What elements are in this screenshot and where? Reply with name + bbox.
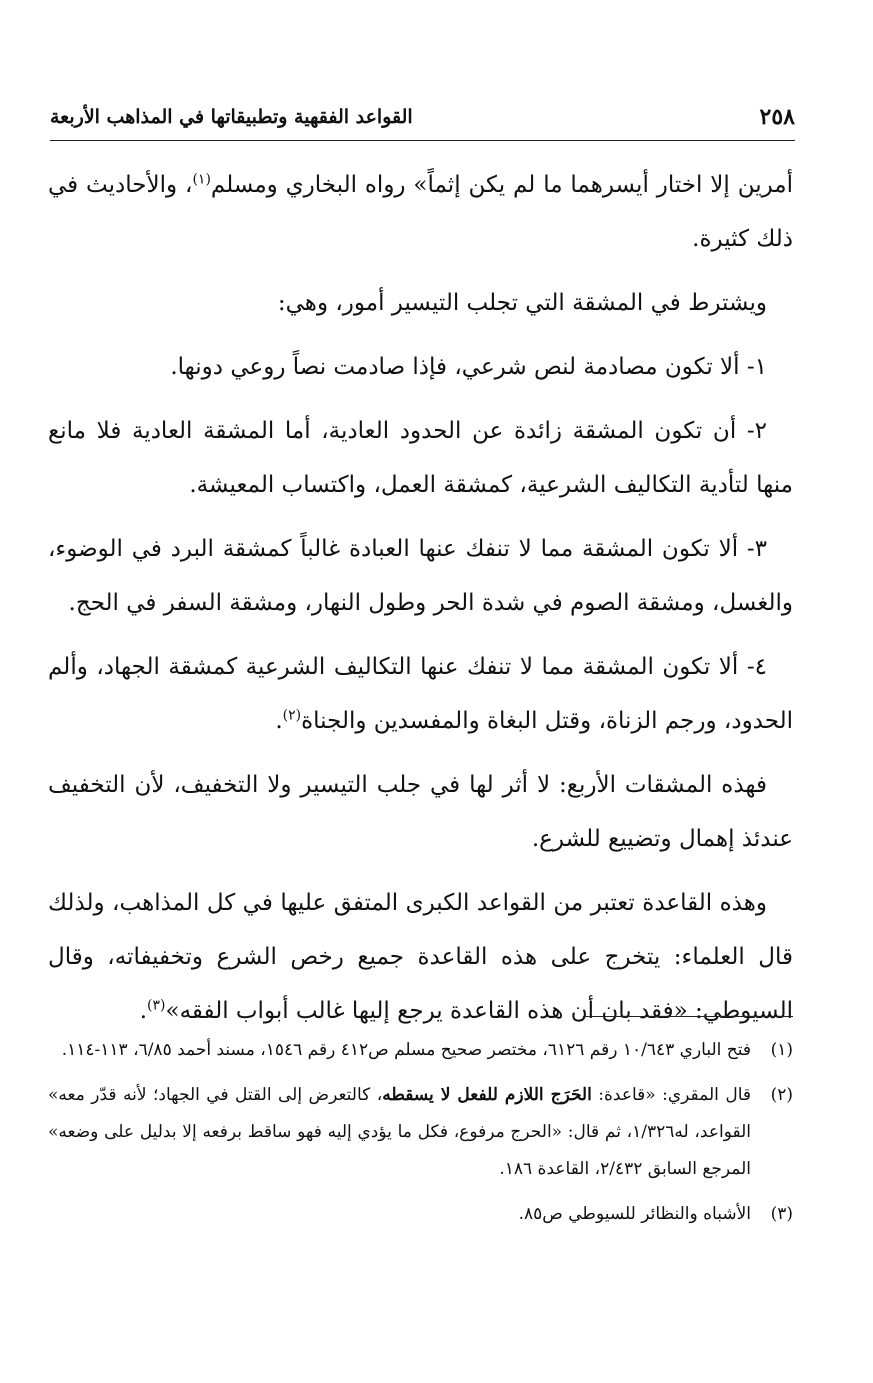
condition-3: ٣- ألا تكون المشقة مما لا تنفك عنها العبادة غالباً كمشقة البرد في الوضوء، والغسل، ومشقة الصوم في شدة الحر وطول النهار، ومشقة السفر في الحج. [48, 536, 793, 616]
footnote-divider [583, 1016, 793, 1017]
paragraph-final-tail: . [139, 998, 148, 1024]
footnote-number: (٣) [770, 1204, 793, 1224]
footnote-text [48, 1077, 751, 1188]
paragraph-1 [48, 158, 793, 266]
footnote-number: (٢) [770, 1085, 793, 1105]
paragraph-1-text: أمرين إلا اختار أيسرهما ما لم يكن إثماً» رواه البخاري ومسلم [210, 172, 793, 198]
footnote-ref-3[interactable]: (٣) [147, 997, 166, 1014]
paragraph-final-text: وهذه القاعدة تعتبر من القواعد الكبرى المتفق عليها في كل المذاهب، ولذلك قال العلماء: يتخرج على هذه القاعدة جميع رخص الشرع وتخفيفاته، وقال السيوطي: «فقد بان أن هذه القاعدة يرجع إليها غالب أبواب الفقه» [48, 890, 793, 1024]
footnote-ref-2[interactable]: (٢) [282, 707, 302, 724]
footnote-2 [48, 1077, 793, 1188]
condition-1: ١- ألا تكون مصادمة لنص شرعي، فإذا صادمت نصاً روعي دونها. [170, 354, 767, 380]
condition-4-text: ٤- ألا تكون المشقة مما لا تنفك عنها التكاليف الشرعية كمشقة الجهاد، وألم الحدود، ورجم الزناة، وقتل البغاة والمفسدين والجناة [48, 654, 793, 734]
footnote-number: (١) [770, 1040, 793, 1060]
footnote-text: الأشباه والنظائر للسيوطي ص٨٥. [518, 1204, 751, 1224]
paragraph-final [48, 876, 793, 1038]
paragraph-conclusion: فهذه المشقات الأربع: لا أثر لها في جلب التيسير ولا التخفيف، لأن التخفيف عندئذ إهمال وتضييع للشرع. [48, 772, 793, 852]
condition-2: ٢- أن تكون المشقة زائدة عن الحدود العادية، أما المشقة العادية فلا مانع منها لتأدية التكاليف الشرعية، كمشقة العمل، واكتساب المعيشة. [48, 418, 793, 498]
footnotes [48, 1032, 793, 1241]
condition-4 [48, 640, 793, 748]
main-text [48, 158, 793, 1048]
paragraph-2: ويشترط في المشقة التي تجلب التيسير أمور، وهي: [277, 290, 767, 316]
footnote-1 [48, 1032, 793, 1069]
footnote-ref-1[interactable]: (١) [192, 171, 211, 188]
footnote-lead: قال المقري: «قاعدة: [591, 1085, 751, 1105]
footnote-rest: ، كالتعرض إلى القتل في الجهاد؛ لأنه قدّر معه» القواعد، له١/٣٢٦، ثم قال: «الحرج مرفوع، فكل ما يؤدي إليه فهو ساقط برفعه إلا بدليل على وضعه» المرجع السابق ٢/٤٣٢، القاعدة ١٨٦. [48, 1085, 751, 1179]
condition-4-tail: . [275, 708, 283, 734]
footnote-text: فتح الباري ١٠/٦٤٣ رقم ٦١٢٦، مختصر صحيح مسلم ص٤١٢ رقم ١٥٤٦، مسند أحمد ٦/٨٥، ١١٣-١١٤. [61, 1040, 751, 1060]
footnote-3 [48, 1196, 793, 1233]
paragraph-1-tail: ، والأحاديث في ذلك كثيرة. [48, 172, 793, 252]
page-number: ٢٥٨ [759, 104, 795, 130]
running-title: القواعد الفقهية وتطبيقاتها في المذاهب الأربعة [50, 106, 413, 128]
footnote-quoted-rule: الحَرَج اللازم للفعل لا يسقطه [382, 1085, 592, 1105]
running-header [50, 100, 795, 141]
